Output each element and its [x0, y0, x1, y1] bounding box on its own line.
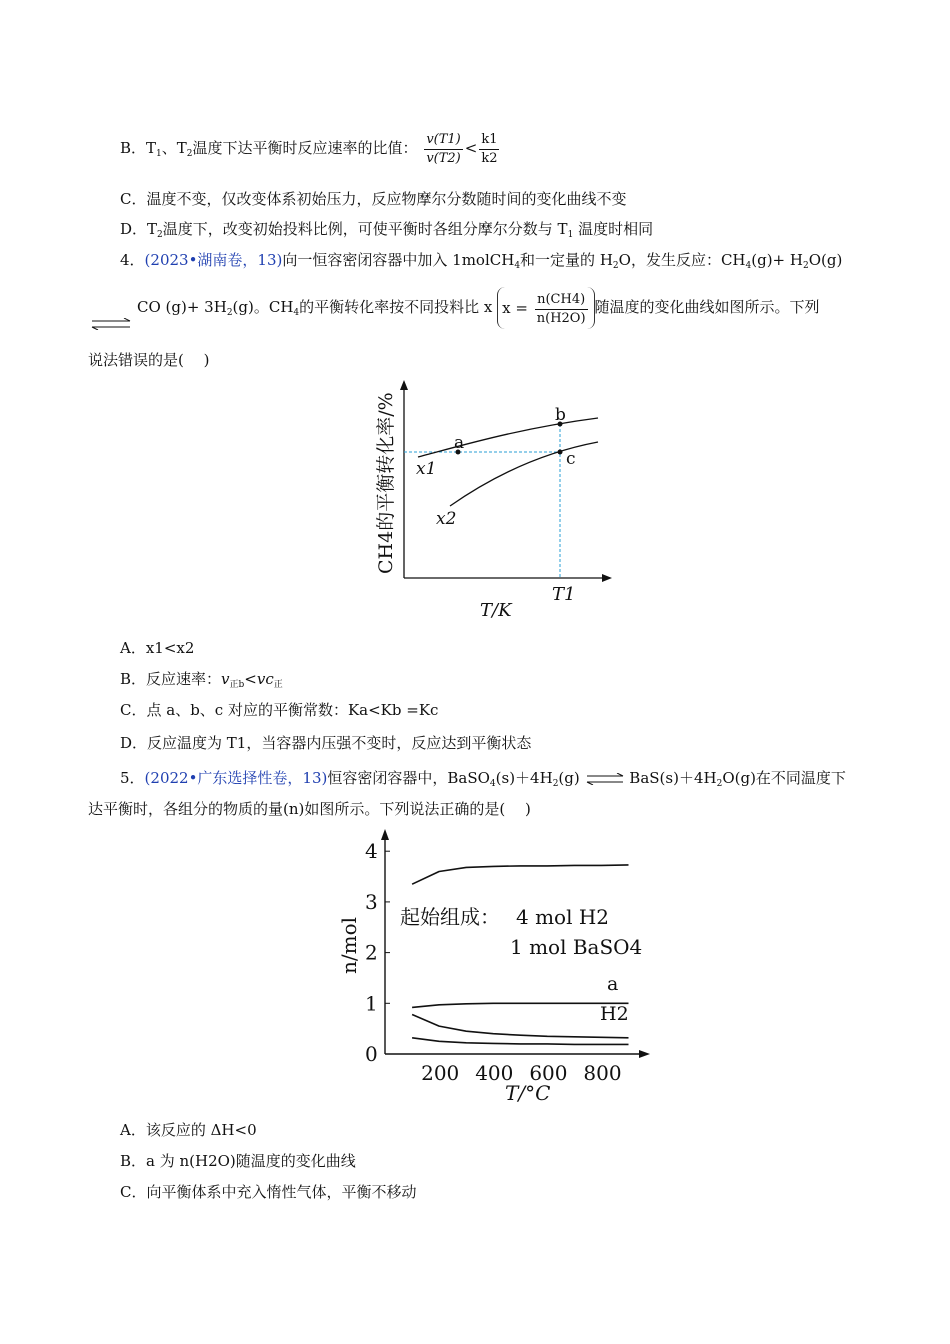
q5-amount-chart — [330, 826, 660, 1108]
label-a: a — [454, 433, 465, 453]
q5-y-tick-label: 4 — [365, 839, 378, 864]
q4-stem-line1: 4．(2023•湖南卷，13)向一恒容密闭容器中加入 1molCH$_4$和一定量的 $H_2O$，发生反应：$CH_4(g)+ H_2O(g)$ — [120, 251, 843, 271]
q5-stem-line2: 达平衡时，各组分的物质的量(n)如图所示。下列说法正确的是( ) — [88, 800, 531, 818]
q3-option-d: D．$T_2$温度下，改变初始投料比例，可使平衡时各组分摩尔分数与 $T_1$ 温度时相同 — [120, 220, 654, 240]
q4-option-a: A．x1<x2 — [120, 639, 195, 657]
q5-curve-top — [412, 865, 628, 884]
point-c — [558, 450, 563, 455]
q5-y-arrow-icon — [381, 829, 389, 840]
label-c: c — [566, 449, 576, 469]
q5-option-b: B．a 为 n(H2O)随温度的变化曲线 — [120, 1152, 356, 1170]
q5-x-tick-label: 800 — [583, 1061, 622, 1085]
q4-y-label: CH4的平衡转化率/% — [375, 392, 397, 574]
q5-y-tick-label: 1 — [365, 991, 378, 1016]
q5-curve-label-a: a — [607, 973, 619, 995]
q4-source: (2023•湖南卷，13) — [144, 251, 283, 269]
q4-stem-line2: CO $(g)+ 3H_2(g)$。$CH_4$的平衡转化率按不同投料比 x x = $\frac{n(CH4)}{n(H2O)}$ 随温度的变化曲线如图所示。下列 — [137, 286, 820, 334]
q5-y-tick-label: 2 — [365, 940, 378, 965]
q5-y-tick-label: 0 — [365, 1042, 378, 1066]
q4-y-arrow-icon — [400, 380, 408, 390]
q4-option-b: B．反应速率：$v_{正b}<vc_正$ — [120, 670, 283, 690]
q5-source: (2022•广东选择性卷，13) — [144, 769, 328, 787]
rate-ratio-fraction: $\frac{v(T1)}{v(T2)}$ — [426, 131, 461, 166]
q5-curve-a — [412, 1003, 628, 1007]
label-x2: x2 — [436, 509, 457, 529]
q4-x-arrow-icon — [602, 574, 612, 582]
q3-option-b: B．$T_1$、$T_2$温度下达平衡时反应速率的比值： $\frac{v(T1)}{v(T2)}$ < $\frac{k1}{k2}$ — [120, 131, 498, 166]
q4-option-d: D．反应温度为 T1，当容器内压强不变时，反应达到平衡状态 — [120, 734, 532, 752]
q5-curve-bottom — [412, 1038, 628, 1045]
q3-option-c: C．温度不变，仅改变体系初始压力，反应物摩尔分数随时间的变化曲线不变 — [120, 190, 627, 208]
q5-x-tick-label: 400 — [475, 1061, 514, 1085]
q4-option-c: C．点 a、b、c 对应的平衡常数：Ka<Kb =Kc — [120, 701, 439, 719]
q5-y-label: n/mol — [337, 916, 361, 974]
label-x1: x1 — [416, 459, 437, 479]
label-b: b — [555, 405, 566, 425]
q5-y-tick-label: 3 — [365, 889, 378, 914]
q5-curve-H2 — [412, 1015, 628, 1038]
q4-conversion-chart — [370, 378, 620, 628]
q5-legend-line2: 1 mol BaSO4 — [510, 935, 643, 959]
q4-tick-t1: T1 — [552, 584, 576, 605]
q5-x-tick-label: 600 — [529, 1061, 568, 1085]
q5-stem-line1: 5．(2022•广东选择性卷，13)恒容密闭容器中，$BaSO_4(s)+4H_2(g)$ $BaS(s)+4H_2O(g)$在不同温度下 — [120, 769, 846, 789]
q4-x-label: T/K — [480, 600, 512, 621]
k-ratio-fraction: $\frac{k1}{k2}$ — [481, 131, 498, 166]
equilibrium-arrow-icon — [90, 318, 132, 330]
q5-x-tick-label: 200 — [421, 1061, 460, 1085]
q5-option-a: A．该反应的 ΔH<0 — [120, 1121, 257, 1139]
q5-legend-line1: 4 mol H2 — [516, 905, 610, 929]
q5-x-arrow-icon — [639, 1050, 650, 1058]
q4-stem-line3: 说法错误的是( ) — [88, 351, 210, 369]
q5-legend-label: 起始组成： — [400, 905, 500, 929]
q5-curve-label-h2: H2 — [600, 1003, 629, 1025]
q5-option-c: C．向平衡体系中充入惰性气体，平衡不移动 — [120, 1183, 417, 1201]
ratio-expression: x = $\frac{n(CH4)}{n(H2O)}$ — [497, 287, 594, 329]
q5-x-label: T/°C — [505, 1081, 551, 1105]
equilibrium-arrow-icon — [585, 773, 625, 785]
